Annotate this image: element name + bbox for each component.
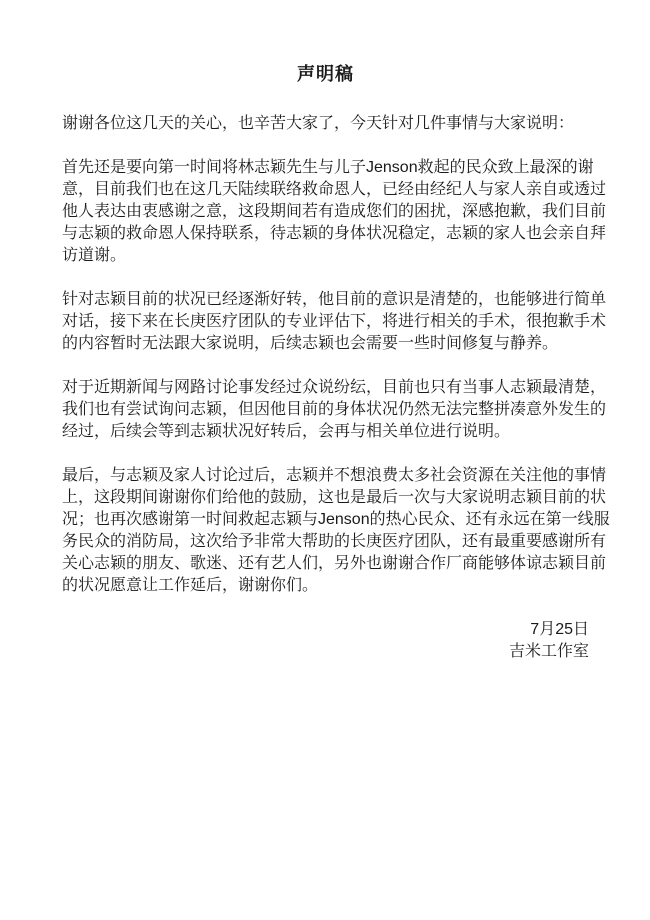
paragraph-line: 经过，后续会等到志颖状况好转后，会再与相关单位进行说明。 <box>62 423 511 440</box>
paragraph-line: 首先还是要向第一时间将林志颖先生与儿子Jenson救起的民众致上最深的谢 <box>62 159 594 176</box>
paragraph-line: 与志颖的救命恩人保持联系，待志颖的身体状况稳定，志颖的家人也会亲自拜 <box>62 225 607 242</box>
paragraph-final-thanks <box>62 465 610 597</box>
paragraph-line: 务民众的消防局，这次给予非常大帮助的长庚医疗团队，还有最重要感谢所有 <box>62 533 607 550</box>
signature-block <box>62 619 589 663</box>
paragraph-incident-discussion <box>62 377 607 443</box>
statement-date: 7月25日 <box>530 621 589 638</box>
paragraph-line: 他人表达由衷感谢之意，这段期间若有造成您们的困扰，深感抱歉，我们目前 <box>62 203 607 220</box>
paragraph-line: 针对志颖目前的状况已经逐渐好转，他目前的意识是清楚的，也能够进行简单 <box>62 291 607 308</box>
paragraph-line: 况；也再次感谢第一时间救起志颖与Jenson的热心民众、还有永远在第一线服 <box>62 511 610 528</box>
paragraph-line: 关心志颖的朋友、歌迷、还有艺人们，另外也谢谢合作厂商能够体谅志颖目前 <box>62 555 607 572</box>
paragraph-line: 意，目前我们也在这几天陆续联络救命恩人，已经由经纪人与家人亲自或透过 <box>62 181 607 198</box>
paragraph-line: 的内容暂时无法跟大家说明，后续志颖也会需要一些时间修复与静养。 <box>62 335 559 352</box>
paragraph-line: 对于近期新闻与网路讨论事发经过众说纷纭，目前也只有当事人志颖最清楚， <box>62 379 607 396</box>
statement-content <box>62 63 610 663</box>
paragraph-line: 访道谢。 <box>62 247 127 264</box>
paragraph-line: 对话，接下来在长庚医疗团队的专业评估下，将进行相关的手术，很抱歉手术 <box>62 313 607 330</box>
paragraph-line: 的状况愿意让工作延后，谢谢你们。 <box>62 577 319 594</box>
paragraph-greeting <box>62 113 589 135</box>
paragraph-line: 上，这段期间谢谢你们给他的鼓励，这也是最后一次与大家说明志颖目前的状 <box>62 489 607 506</box>
paragraph-line: 最后，与志颖及家人讨论过后，志颖并不想浪费太多社会资源在关注他的事情 <box>62 467 607 484</box>
document-title: 声明稿 <box>297 64 354 84</box>
statement-signature: 吉米工作室 <box>508 643 589 660</box>
paragraph-line: 谢谢各位这几天的关心，也辛苦大家了，今天针对几件事情与大家说明： <box>62 115 575 132</box>
paragraph-line: 我们也有尝试询问志颖，但因他目前的身体状况仍然无法完整拼凑意外发生的 <box>62 401 607 418</box>
paragraph-condition-update <box>62 289 607 355</box>
paragraph-thanks-rescuers <box>62 157 607 267</box>
